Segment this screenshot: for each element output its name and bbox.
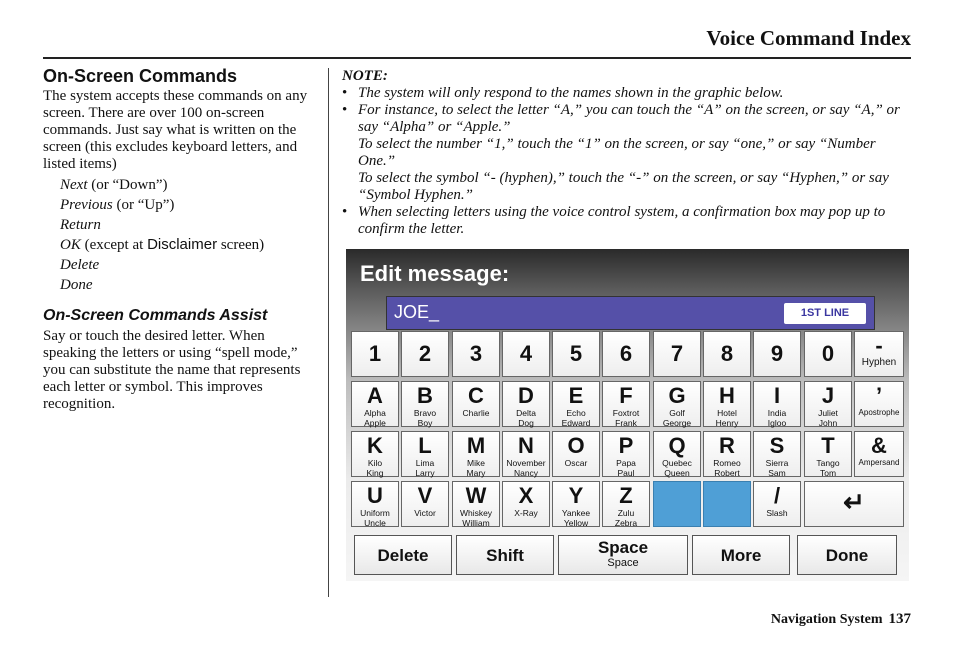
key-char: K bbox=[367, 433, 383, 458]
key-charlie[interactable] bbox=[452, 381, 500, 427]
key-hyphen[interactable] bbox=[854, 331, 904, 377]
key-ampersand[interactable] bbox=[854, 431, 904, 477]
key-phonetic: Apostrophe bbox=[858, 408, 900, 417]
key-india[interactable] bbox=[753, 381, 801, 427]
key-phonetic: Uniform Uncle bbox=[360, 508, 390, 528]
key-phonetic: Romeo Robert bbox=[713, 458, 741, 478]
key-papa[interactable] bbox=[602, 431, 650, 477]
key-char: 5 bbox=[569, 341, 583, 366]
key-char: T bbox=[821, 433, 835, 458]
key-victor[interactable] bbox=[401, 481, 449, 527]
key-char: Q bbox=[668, 433, 686, 458]
key-alpha[interactable] bbox=[351, 381, 399, 427]
key-char: C bbox=[468, 383, 484, 408]
key-oscar[interactable] bbox=[552, 431, 600, 477]
more-button[interactable] bbox=[692, 535, 790, 575]
key-phonetic: Papa Paul bbox=[616, 458, 636, 478]
command-name: Done bbox=[60, 277, 93, 293]
key-phonetic: Sierra Sam bbox=[765, 458, 789, 478]
note-bullet: • For instance, to select the letter “A,” you can touch the “A” on the screen, or say “A,” or say “Alpha” or “Apple.” bbox=[342, 102, 912, 136]
key-char: R bbox=[719, 433, 735, 458]
page-number: 137 bbox=[888, 611, 911, 627]
key-tango[interactable] bbox=[804, 431, 852, 477]
key-char: 4 bbox=[519, 341, 533, 366]
column-divider bbox=[328, 68, 329, 597]
key-zulu[interactable] bbox=[602, 481, 650, 527]
key-char: / bbox=[773, 483, 781, 508]
key-char: U bbox=[367, 483, 383, 508]
note-bullet-text: When selecting letters using the voice control system, a confirmation box may pop up to confirm the letter. bbox=[358, 204, 886, 237]
command-note: (or “Down”) bbox=[87, 177, 168, 193]
space-label: Space bbox=[597, 538, 649, 557]
key-char: X bbox=[518, 483, 534, 508]
key-whiskey[interactable] bbox=[452, 481, 500, 527]
screen-title: Edit message: bbox=[360, 261, 510, 286]
left-column bbox=[43, 68, 315, 413]
key-lima[interactable] bbox=[401, 431, 449, 477]
shift-label: Shift bbox=[486, 546, 524, 565]
key-char: F bbox=[619, 383, 633, 408]
key-phonetic: Yankee Yellow bbox=[561, 508, 591, 528]
note-label: NOTE: bbox=[342, 68, 388, 84]
key-phonetic: Whiskey William bbox=[459, 508, 493, 528]
key-phonetic: Victor bbox=[414, 508, 436, 518]
assist-heading: On-Screen Commands Assist bbox=[43, 307, 268, 324]
more-label: More bbox=[720, 546, 762, 565]
page-header: Voice Command Index bbox=[706, 26, 911, 50]
command-item bbox=[60, 195, 315, 215]
key-phonetic: Quebec Queen bbox=[662, 458, 692, 478]
shift-button[interactable] bbox=[456, 535, 554, 575]
key-phonetic: Juliet John bbox=[818, 408, 838, 428]
command-item bbox=[60, 235, 315, 255]
key-phonetic: Golf George bbox=[662, 408, 692, 428]
key-char: A bbox=[367, 383, 383, 408]
key-yankee[interactable] bbox=[552, 481, 600, 527]
command-name: Return bbox=[60, 217, 101, 233]
command-name: OK bbox=[60, 237, 81, 253]
key-char: S bbox=[769, 433, 785, 458]
note-bullet-text: For instance, to select the letter “A,” you can touch the “A” on the screen, or say “A,” or say “Alpha” or “Apple.” bbox=[358, 102, 900, 135]
key-char: 2 bbox=[418, 341, 432, 366]
command-note: (except at bbox=[80, 237, 148, 253]
key-char: B bbox=[417, 383, 433, 408]
key-phonetic: Mike Mary bbox=[466, 458, 486, 478]
note-bullet-text: The system will only respond to the names shown in the graphic below. bbox=[358, 85, 784, 101]
delete-button[interactable] bbox=[354, 535, 452, 575]
key-xray[interactable] bbox=[502, 481, 550, 527]
command-note-tail: screen) bbox=[217, 237, 265, 253]
command-screen-name: Disclaimer bbox=[147, 236, 218, 253]
key-char: & bbox=[871, 433, 887, 458]
key-char: G bbox=[668, 383, 686, 408]
footer-text: Navigation System bbox=[770, 612, 883, 627]
key-char: Y bbox=[568, 483, 584, 508]
command-name: Previous bbox=[60, 197, 113, 213]
note-column bbox=[342, 68, 912, 238]
command-item bbox=[60, 275, 315, 295]
command-note: (or “Up”) bbox=[112, 197, 175, 213]
key-char: Z bbox=[619, 483, 633, 508]
key-phonetic: India Igloo bbox=[767, 408, 787, 428]
enter-key[interactable] bbox=[804, 481, 904, 527]
key-phonetic: Zulu Zebra bbox=[614, 508, 638, 528]
key-char: L bbox=[418, 433, 432, 458]
key-char: 0 bbox=[821, 341, 835, 366]
key-char: N bbox=[518, 433, 534, 458]
note-bullet: • The system will only respond to the names shown in the graphic below. bbox=[342, 85, 784, 101]
note-subtext: To select the number “1,” touch the “1” on the screen, or say “one,” or say “Number One.” bbox=[358, 136, 876, 169]
key-char: M bbox=[466, 433, 486, 458]
key-char: D bbox=[518, 383, 534, 408]
space-button[interactable] bbox=[558, 535, 688, 575]
intro-paragraph: The system accepts these commands on any screen. There are over 100 on-screen commands. Just say what is written on the screen (this excludes keyboard letters, and listed items) bbox=[43, 88, 308, 172]
key-phonetic: X-Ray bbox=[514, 508, 538, 518]
key-phonetic: Tango Tom bbox=[816, 458, 840, 478]
key-november[interactable] bbox=[502, 431, 550, 477]
key-phonetic: Oscar bbox=[564, 458, 588, 468]
command-name: Delete bbox=[60, 257, 100, 273]
key-mike[interactable] bbox=[452, 431, 500, 477]
key-4[interactable] bbox=[502, 331, 550, 377]
section-heading: On-Screen Commands bbox=[43, 66, 238, 86]
key-char: ’ bbox=[875, 383, 883, 408]
key-char: J bbox=[821, 383, 835, 408]
key-5[interactable] bbox=[552, 331, 600, 377]
key-phonetic: Echo Edward bbox=[561, 408, 591, 428]
key-char: 3 bbox=[469, 341, 483, 366]
key-phonetic: Kilo King bbox=[366, 458, 384, 478]
blank-key[interactable] bbox=[653, 481, 701, 527]
key-quebec[interactable] bbox=[653, 431, 701, 477]
key-char: - bbox=[875, 333, 883, 358]
key-3[interactable] bbox=[452, 331, 500, 377]
note-subtext: To select the symbol “- (hyphen),” touch the “-” on the screen, or say “Hyphen,” or say “Symbol Hyphen.” bbox=[358, 170, 889, 203]
key-phonetic: Charlie bbox=[462, 408, 490, 418]
key-phonetic: Slash bbox=[766, 508, 788, 518]
key-golf[interactable] bbox=[653, 381, 701, 427]
keyboard-screen bbox=[346, 249, 909, 581]
key-char: 8 bbox=[720, 341, 734, 366]
key-char: 9 bbox=[770, 341, 784, 366]
key-phonetic: Lima Larry bbox=[415, 458, 435, 478]
space-sublabel: Space bbox=[607, 557, 639, 569]
key-6[interactable] bbox=[602, 331, 650, 377]
blank-key[interactable] bbox=[703, 481, 751, 527]
key-char: 7 bbox=[670, 341, 684, 366]
command-name: Next bbox=[60, 177, 88, 193]
key-delta[interactable] bbox=[502, 381, 550, 427]
key-char: W bbox=[465, 483, 487, 508]
key-kilo[interactable] bbox=[351, 431, 399, 477]
message-input[interactable] bbox=[386, 296, 875, 330]
first-line-button[interactable]: 1ST LINE bbox=[784, 303, 866, 324]
message-value: JOE_ bbox=[394, 302, 440, 322]
key-char: 1 bbox=[368, 341, 382, 366]
key-phonetic: Delta Dog bbox=[516, 408, 536, 428]
command-list bbox=[43, 175, 315, 295]
note-bullet: • When selecting letters using the voice control system, a confirmation box may pop up to confirm the letter. bbox=[342, 204, 912, 238]
key-phonetic: Bravo Boy bbox=[413, 408, 437, 428]
enter-icon: ↵ bbox=[843, 487, 865, 517]
key-phonetic: Foxtrot Frank bbox=[612, 408, 640, 428]
key-char: P bbox=[618, 433, 634, 458]
key-char: O bbox=[567, 433, 585, 458]
key-slash[interactable] bbox=[753, 481, 801, 527]
key-phonetic: Hyphen bbox=[861, 357, 897, 368]
done-button[interactable] bbox=[797, 535, 897, 575]
key-romeo[interactable] bbox=[703, 431, 751, 477]
key-phonetic: Hotel Henry bbox=[715, 408, 739, 428]
key-sierra[interactable] bbox=[753, 431, 801, 477]
key-phonetic: November Nancy bbox=[506, 458, 546, 478]
delete-label: Delete bbox=[377, 546, 429, 565]
key-7[interactable] bbox=[653, 331, 701, 377]
command-item bbox=[60, 255, 315, 275]
key-9[interactable] bbox=[753, 331, 801, 377]
key-char: E bbox=[568, 383, 584, 408]
key-uniform[interactable] bbox=[351, 481, 399, 527]
done-label: Done bbox=[825, 546, 869, 565]
key-char: H bbox=[719, 383, 735, 408]
key-char: 6 bbox=[619, 341, 633, 366]
key-bravo[interactable] bbox=[401, 381, 449, 427]
key-echo[interactable] bbox=[552, 381, 600, 427]
command-item bbox=[60, 175, 315, 195]
header-rule bbox=[43, 57, 911, 59]
key-0[interactable] bbox=[804, 331, 852, 377]
key-8[interactable] bbox=[703, 331, 751, 377]
key-char: V bbox=[417, 483, 433, 508]
command-item bbox=[60, 215, 315, 235]
key-foxtrot[interactable] bbox=[602, 381, 650, 427]
key-juliet[interactable] bbox=[804, 381, 852, 427]
key-1[interactable] bbox=[351, 331, 399, 377]
page-footer bbox=[771, 611, 911, 628]
key-apostrophe[interactable] bbox=[854, 381, 904, 427]
key-char: I bbox=[773, 383, 781, 408]
key-2[interactable] bbox=[401, 331, 449, 377]
assist-paragraph: Say or touch the desired letter. When speaking the letters or using “spell mode,” you can substitute the name that represents each letter or symbol. This improves recognition. bbox=[43, 328, 301, 412]
key-hotel[interactable] bbox=[703, 381, 751, 427]
key-phonetic: Alpha Apple bbox=[364, 408, 386, 428]
key-phonetic: Ampersand bbox=[858, 458, 900, 467]
